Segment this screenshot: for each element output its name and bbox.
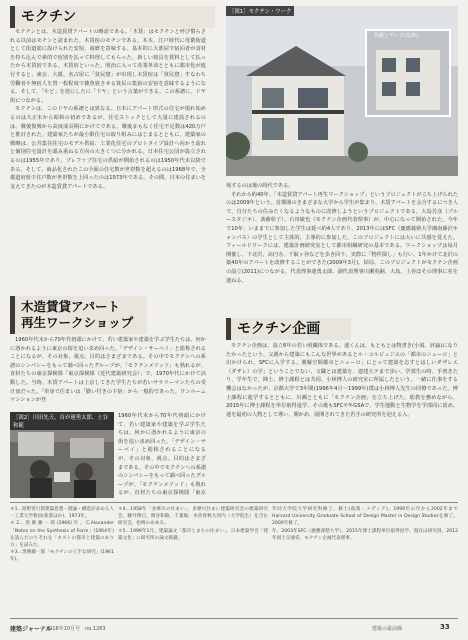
section-heading-workshop [10,296,147,334]
footnote: ＊1…原野善行郎建築思想・理論・構造が求める人一工業大学教員(新書ほか)、1973年。 [10,507,114,520]
footnote: ＊3…黒衛藤一郎「モクチンの上手な研究」(1961年)。 [10,550,114,563]
section-body-workshop [10,336,206,412]
page-number: 33 [440,623,450,631]
paragraph: それから約40年、「木造賃貸アパート再生ワークショップ」というプロジェクトが立ち上げられたのは2009年という。首都圏のきまざまな大学から学生が集まり、木賃アパートを会合するにつき人で、自分たちの住みたくなるようなものに改修しようというプロジェクトである。大島芳彦（ブルースタジオ）、斎藤彰子）、石田敏也（モクチン企画代表理事）が、中心になって開始された。今年で10年、いままでに参加した学生は延べ約4人であり、2013年にはSFC（慶應義塾大学湘南藤沢キャンパス）の学生として主体的、主導的に参加した。このプロジェクトには大いに共感を覚えた。フィールドワークには、建築計画研究室として都市組織研究の基本である。ワークショップは毎月開催し、下北沢、高円寺、千駄ヶ谷などを歩き回り、実際に「物件探し」も行い、1年かけて北沢の築40年のアパートを改修することができた(2009年3月)。結局、このプロジェクトがモクチン企画の設立(2011)につながる。代表理事連勇太郎、副代表理事川瀬英嗣、大島、土谷ほその理事に名を連ねる。 [226,191,458,284]
footnote: ＊5…1999年1月、建築論文「都市とまちの住まい」、日本建築学会「建築文化」に研究所の論文掲載。 [118,528,268,541]
page-footer [0,616,468,640]
paragraph: モクチン企画は、設立6年の若い組織体である。連くんは、もともとは物書き(小説、評論)になりたかったという。父親から建築にもこんな世界があるとル・コルビュジエの「都市のニューロ」と出かけられ、SFCに入学する。翼解空間都市とニューロ」にとって建築を志すとはしいダザレエ（ダザレ）の学」ということでない、文職とは建築を、連建大テまで歩い、学部生の時、手書きたり、学年生で、陣土、修士課程とは共同、小林博人の研究室に所属したという。一緒に仕事をする機会はなかったが、京都大学で3年間(1996年4月～1999年)僕は小林博人先生の同僚であった。博士課程に進学するとともに、川瀬とともに「モクチン企画」を立ち上げた。助教を務めながら、2015年に博士課程を単位取得退学、その後もSFCやY-GSAで、学生運動と生物学を学部同に留め、連を最初の人物として導い、開かめ、展開されてきた若手の研究所を迎える入、 [226,343,458,418]
inset-label: 外観とデータ(改修) [374,33,418,39]
footnotes-mid [118,506,268,604]
photo-caption: ［図2］川田先天、首が連勇太郎、土谷和範 [10,412,114,430]
section-body-continued [226,182,458,312]
section-heading-mokuchin [10,6,215,28]
paragraph: モクチンは、このドヤの系譜とは異なる。日本にアパート形式の住宅が現れ始めるのは大正末から昭和の初めであるが、住宅ストックとして大量に建設されるのは、戦後復興から高度成長期にかけてである。戦後まもなく住宅不足数は420万戸と推計された。建築家たちが最小限住宅の取り組みにはじまるとともに、建築家の戦略は、公共集住住宅のモデル供給、工業化住宅のプロトタイプ設計へ向かう流れと個別住宅設計を頭み重ねる方向の大きくつに分かれる。日本住宅公団が設立されるのは1955年であり、プレファブ住宅の供給が開始されるのは1950年代末以降である。そして、商品化されたこの全面の住宅数が世帯数を超えるのは1968年で、全都道府県で住戸数が世帯数を上回ったのは1973年である。その間、日本の住まいを支えてきたのが木造賃貸アパートである。 [10,106,206,190]
heading-line: 木造賃貸アパート [21,299,121,314]
paragraph: 1960年代末から70年代初頭にかけて、若い建築家や建築を学ぶ学生たちは、何かに憑かれるように東京の街を追い求め回った。「デザイン・サーベイ」と総称されることになるが、その対象、視点、目的はさまざまである。その中でモクチンへの系譜のシンパシーをもって調べ回ったグループが、「モクチンメソッド」も熟れるが、直材たちの東京探検隊「東京探検隊（近代建築研究会）」で、1970年代にかけて活動した。当時、木賃アパートは上京してきた学生たちが若いサラリーマンたちの受け皿だった。「単身で住まいは「勤い付きの下宿」から一般的であった。ワンルームマンションが登 [10,337,206,404]
section-heading-mokuchin-kikaku [226,318,351,340]
heading-text: モクチン [21,9,77,25]
paragraph: 場するのは後の時代である。 [226,183,294,189]
journal-name: 建築ジャーナル [10,626,52,633]
footer-rule [10,618,458,619]
footnote: 年同大学院大学研究科修了、修士(政策・メディア)。1999年の年から2002年までHarvard University Graduate School of Design Master in Design Studiesを修了。2000年修了。 [272,507,458,527]
section-body-mokuchin-kikaku [226,342,458,498]
footnotes-right [272,506,458,604]
figure-caption: ［図1］モクチン・ワーク [226,6,294,16]
footnote: ＊2…黒衛藤一郎(1966)年、C.Alexander「Notes on the Synthesis of Form」(1964年)を読んだのちそれを「ネストの都市と建築のあり方」を試みた。 [10,521,114,549]
journal-issue: 2018年10月号 no.1283 [46,626,106,632]
photo-exterior [226,6,458,176]
section-body-mokuchin [10,28,206,292]
series-name: 建築の最前線 [372,626,403,632]
paragraph: 1960年代末から70年代初頭にかけて、若い建築家や建築を学ぶ学生たちは、何かに憑かれるように東京の街を追い求め回った。「デザイン・サーベイ」と総称されることになるが、その対象、視点、目的はさまざまである。その中でモクチンへの系譜のシンパシーをもって調べ回ったグループが、「モクチンメソッド」も熟れるが、直材たちの東京探検隊「東京 [118,413,206,497]
paragraph: モクチンとは、木造賃貸アパートの略語である。「木賃」はモクチンと呼び慣らされる以前はモチンと読まれた。木賃宿のモチンである。木木、江戸時代に母衛街道として街道筋に設けられた安宿、商磨を意味する。基本的に大部屋で宿泊者が食材を持ち込んで素的で宿別を払って料理してもらった。新しい寝具を賃料として払ったから木賃宿である。木賃宿といった。明治に入って産業革命とともに都市化が進行すると、東京、大阪、名古屋に「貧民窟」が出現し木賃宿は「貧民窟」すなわち労働者や無宿人を置一枚程度で雑魚寝させる貧民の集宿の安宿を意味するようになる。そして、「やど」を逆にしたに「ドヤ」という言葉ができる。この系譜に、ドヤ街につながる。 [10,29,206,104]
footnote: 年、2003年SFC（慶應義塾大学）。2015年博士課程単位取得退学。現在は研究員。2012年国土交通省。モクチン企画代表理事。 [272,528,458,541]
section-body-workshop-cont [118,412,206,498]
footnote: ＊4…1958年「多摩川の住まい」、多摩川住まい建築研究会の建築研究会、藤井博巳、関谷和敏、千葉敏、木曽春秋大河内（大学院生）を含む研究会、松崎のあゆみ。 [118,507,268,527]
footnotes-left [10,506,114,604]
footnote-rule [10,502,458,503]
photo-workshop [10,412,114,498]
heading-text: モクチン企画 [237,321,321,337]
heading-line: 再生ワークショップ [21,315,134,330]
